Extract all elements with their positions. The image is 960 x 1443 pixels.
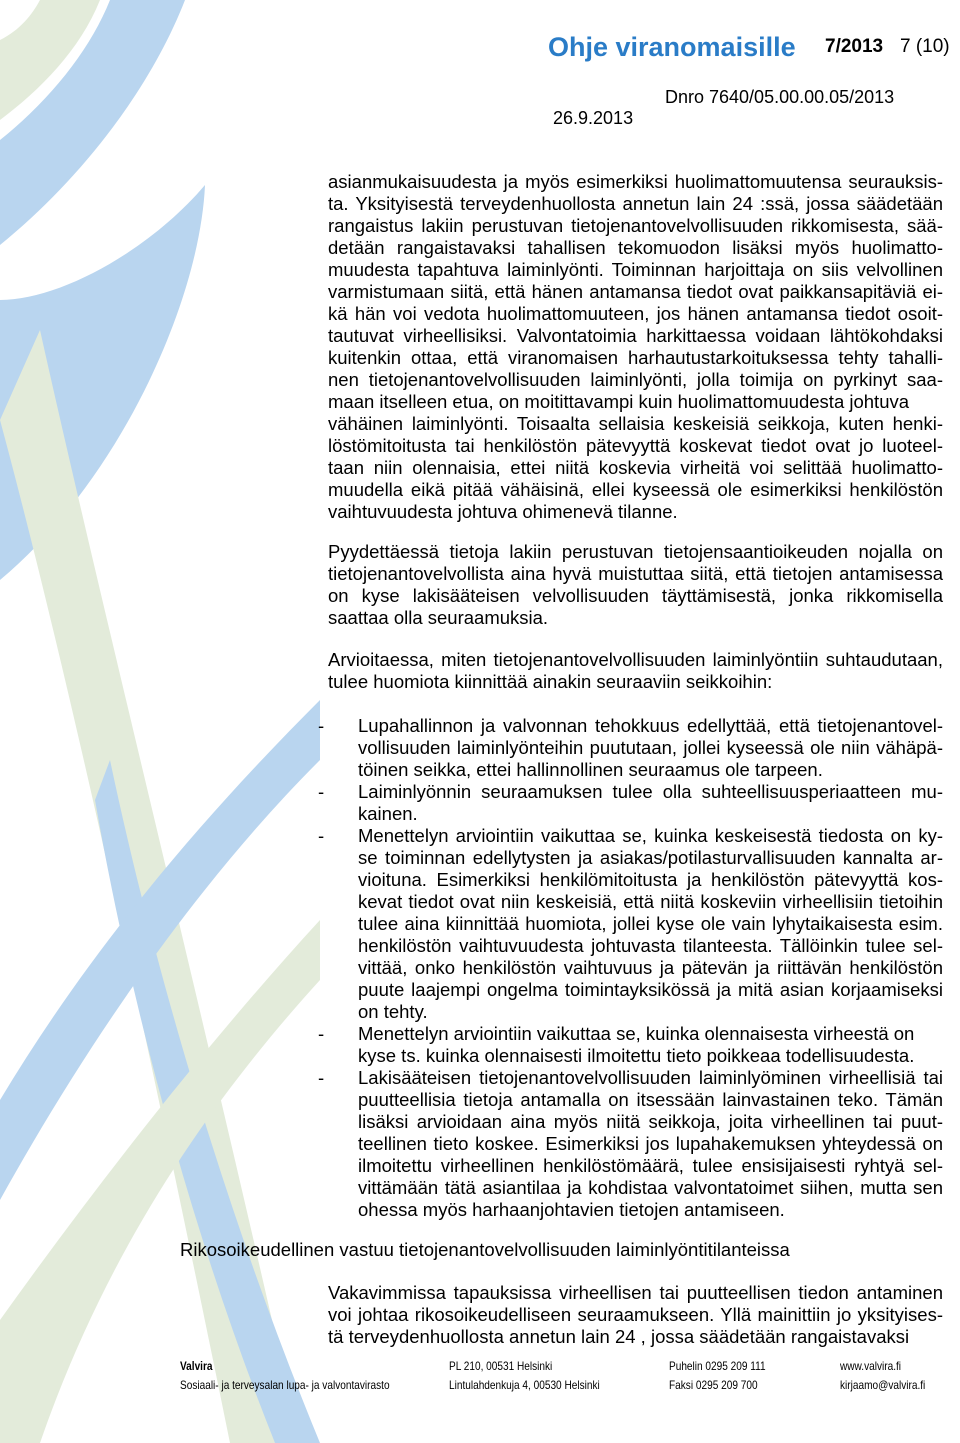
text-line: Lupahallinnon ja valvonnan tehokkuus edellyttää, että tietojenantovel-: [358, 715, 943, 736]
text-line: teellinen tieto koskee. Esimerkiksi jos lupahakemuksen yhteydessä on: [358, 1133, 943, 1154]
footer-phone: Puhelin 0295 209 111: [669, 1359, 766, 1373]
list-bullet: -: [318, 825, 325, 846]
text-line: vähäinen laiminlyönti. Toisaalta sellaisia keskeisiä seikkoja, kuten henki-: [328, 413, 943, 434]
text-line: ohessa myös harhaanjohtavien tietojen antamiseen.: [358, 1199, 785, 1220]
text-line: saattaa olla seuraamuksia.: [328, 607, 549, 628]
valvira-logo-watermark: [0, 0, 330, 1443]
text-line: ta. Yksityisestä terveydenhuollosta annetun lain 24 :ssä, jossa säädetään: [328, 193, 943, 214]
text-line: rangaistus lakiin perustuvan tietojenantovelvollisuuden rikkomisesta, sää-: [328, 215, 943, 236]
paragraph-3: [328, 649, 943, 693]
list-item: [318, 825, 943, 1023]
text-line: Laiminlyönnin seuraamuksen tulee olla suhteellisuusperiaatteen mu-: [358, 781, 943, 802]
paragraph-4: [328, 1282, 943, 1348]
section-heading: Rikosoikeudellinen vastuu tietojenantovelvollisuuden laiminlyöntitilanteissa: [180, 1239, 790, 1260]
text-line: vollisuuden laiminlyönteihin puututaan, jollei kyseessä ole niin vähäpä-: [358, 737, 943, 758]
footer-email: kirjaamo@valvira.fi: [840, 1378, 926, 1392]
footer-website: www.valvira.fi: [840, 1359, 902, 1373]
text-line: kyse ts. kuinka olennaisesti ilmoitettu tieto poikkeaa todellisuudesta.: [358, 1045, 915, 1066]
footer-org-name: Valvira: [180, 1359, 213, 1373]
text-line: vittää, onko henkilöstön vaihtuvuus ja pätevän ja riittävän henkilöstön: [358, 957, 943, 978]
footer-street-address: Lintulahdenkuja 4, 00530 Helsinki: [449, 1378, 600, 1392]
text-line: asianmukaisuudesta ja myös esimerkiksi huolimattomuutensa seurauksis-: [328, 171, 943, 192]
text-line: tä terveydenhuollosta annetun lain 24 , jossa säädetään rangaistavaksi: [328, 1326, 910, 1347]
list-item: [318, 715, 943, 781]
footer-postal-address: PL 210, 00531 Helsinki: [449, 1359, 553, 1373]
text-line: voi johtaa rikosoikeudelliseen seuraamukseen. Yllä mainittiin jo yksityises-: [328, 1304, 943, 1325]
footer-fax: Faksi 0295 209 700: [669, 1378, 758, 1392]
text-line: kainen.: [358, 803, 418, 824]
text-line: kuitenkin ottaa, että viranomaisen harhautustarkoituksessa tehty tahalli-: [328, 347, 943, 368]
text-line: kevat tiedot ovat niin keskeisiä, että niitä koskeviin virheellisiin tietoihin: [358, 891, 943, 912]
text-line: muudella eikä pitää vähäisinä, ellei kyseessä ole esimerkiksi henkilöstön: [328, 479, 943, 500]
document-title: Ohje viranomaisille: [548, 32, 796, 62]
text-line: puutteellisia tietoja antamalla on itsessään lainvastainen teko. Tämän: [358, 1089, 943, 1110]
list-bullet: -: [318, 1067, 325, 1088]
list-item: [318, 781, 943, 825]
text-line: se toiminnan edellytysten ja asiakas/potilasturvallisuuden kannalta ar-: [358, 847, 943, 868]
paragraph-1: [328, 171, 943, 523]
text-line: on kyse lakisääteisen velvollisuuden täyttämisestä, jonka rikkomisella: [328, 585, 943, 606]
list-bullet: -: [318, 715, 325, 736]
page-number: 7 (10): [900, 36, 950, 57]
text-line: tulee huomiota kiinnittää ainakin seuraaviin seikkoihin:: [328, 671, 773, 692]
record-number: Dnro 7640/05.00.00.05/2013: [665, 87, 895, 107]
text-line: ilmoitettu virheellinen henkilöstömäärä, tulee ensisijaisesti ryhtyä sel-: [358, 1155, 943, 1176]
text-line: vaihtuvuudesta johtuva ohimenevä tilanne.: [328, 501, 678, 522]
document-date: 26.9.2013: [553, 108, 634, 128]
list-bullet: -: [318, 1023, 325, 1044]
footer-org-description: Sosiaali- ja terveysalan lupa- ja valvontavirasto: [180, 1378, 390, 1392]
text-line: kä hän voi vedota huolimattomuuteen, jos hänen antamansa tiedot osoit-: [328, 303, 943, 324]
text-line: muudesta tapahtuva laiminlyönti. Toiminnan harjoittaja on siis velvollinen: [328, 259, 943, 280]
list-item: [318, 1067, 943, 1221]
text-line: Lakisääteisen tietojenantovelvollisuuden laiminlyöminen virheellisiä tai: [358, 1067, 943, 1088]
document-number: 7/2013: [825, 36, 884, 57]
text-line: Menettelyn arviointiin vaikuttaa se, kuinka olennaisesta virheestä on: [358, 1023, 915, 1044]
considerations-list: [318, 715, 943, 1221]
text-line: henkilöstön vaihtuvuudesta johtuvasta tilanteesta. Tällöinkin tulee sel-: [358, 935, 943, 956]
text-line: löstömitoitusta tai henkilöstön pätevyyttä koskevat tiedot ovat jo luoteel-: [328, 435, 943, 456]
text-line: tietojenantovelvollista aina hyvä muistuttaa siitä, että tietojen antamisessa: [328, 563, 943, 584]
text-line: töinen seikka, ettei hallinnollinen seuraamus ole tarpeen.: [358, 759, 823, 780]
list-bullet: -: [318, 781, 325, 802]
text-line: varmistumaan siitä, että hänen antamansa tiedot ovat paikkansapitäviä ei-: [328, 281, 943, 302]
text-line: Vakavimmissa tapauksissa virheellisen tai puutteellisen tiedon antaminen: [328, 1282, 943, 1303]
text-line: tautuvat virheellisiksi. Valvontatoimia harkittaessa voidaan lähtökohdaksi: [328, 325, 943, 346]
text-line: tulee aina kiinnittää huomiota, jollei kyse ole vain lyhytaikaisesta esim.: [358, 913, 943, 934]
text-line: nen tietojenantovelvollisuuden laiminlyönti, jolla toimija on pyrkinyt saa-: [328, 369, 943, 390]
text-line: maan itselleen etua, on moitittavampi kuin huolimattomuudesta johtuva: [328, 391, 910, 412]
text-line: Menettelyn arviointiin vaikuttaa se, kuinka keskeisestä tiedosta on ky-: [358, 825, 943, 846]
text-line: Pyydettäessä tietoja lakiin perustuvan tietojensaantioikeuden nojalla on: [328, 541, 943, 562]
text-line: vittämään tätä asiantilaa ja kohdistaa valvontatoimet siihen, mutta sen: [358, 1177, 943, 1198]
text-line: vioituna. Esimerkiksi henkilömitoitusta ja henkilöstön pätevyyttä kos-: [358, 869, 943, 890]
list-item: [318, 1023, 943, 1067]
text-line: Arvioitaessa, miten tietojenantovelvollisuuden laiminlyöntiin suhtaudutaan,: [328, 649, 943, 670]
text-line: puute laajempi ongelma toimintayksikössä ja mitä asian korjaamiseksi: [358, 979, 943, 1000]
text-line: lisäksi arvioidaan aina myös niitä seikkoja, joita virheellinen tai puut-: [358, 1111, 943, 1132]
text-line: detään rangaistavaksi tahallisen tekomuodon lisäksi myös huolimatto-: [328, 237, 943, 258]
text-line: on tehty.: [358, 1001, 428, 1022]
text-line: taan niin olennaisia, ettei niitä koskevia virheitä voi selittää huolimatto-: [328, 457, 943, 478]
paragraph-2: [328, 541, 943, 629]
